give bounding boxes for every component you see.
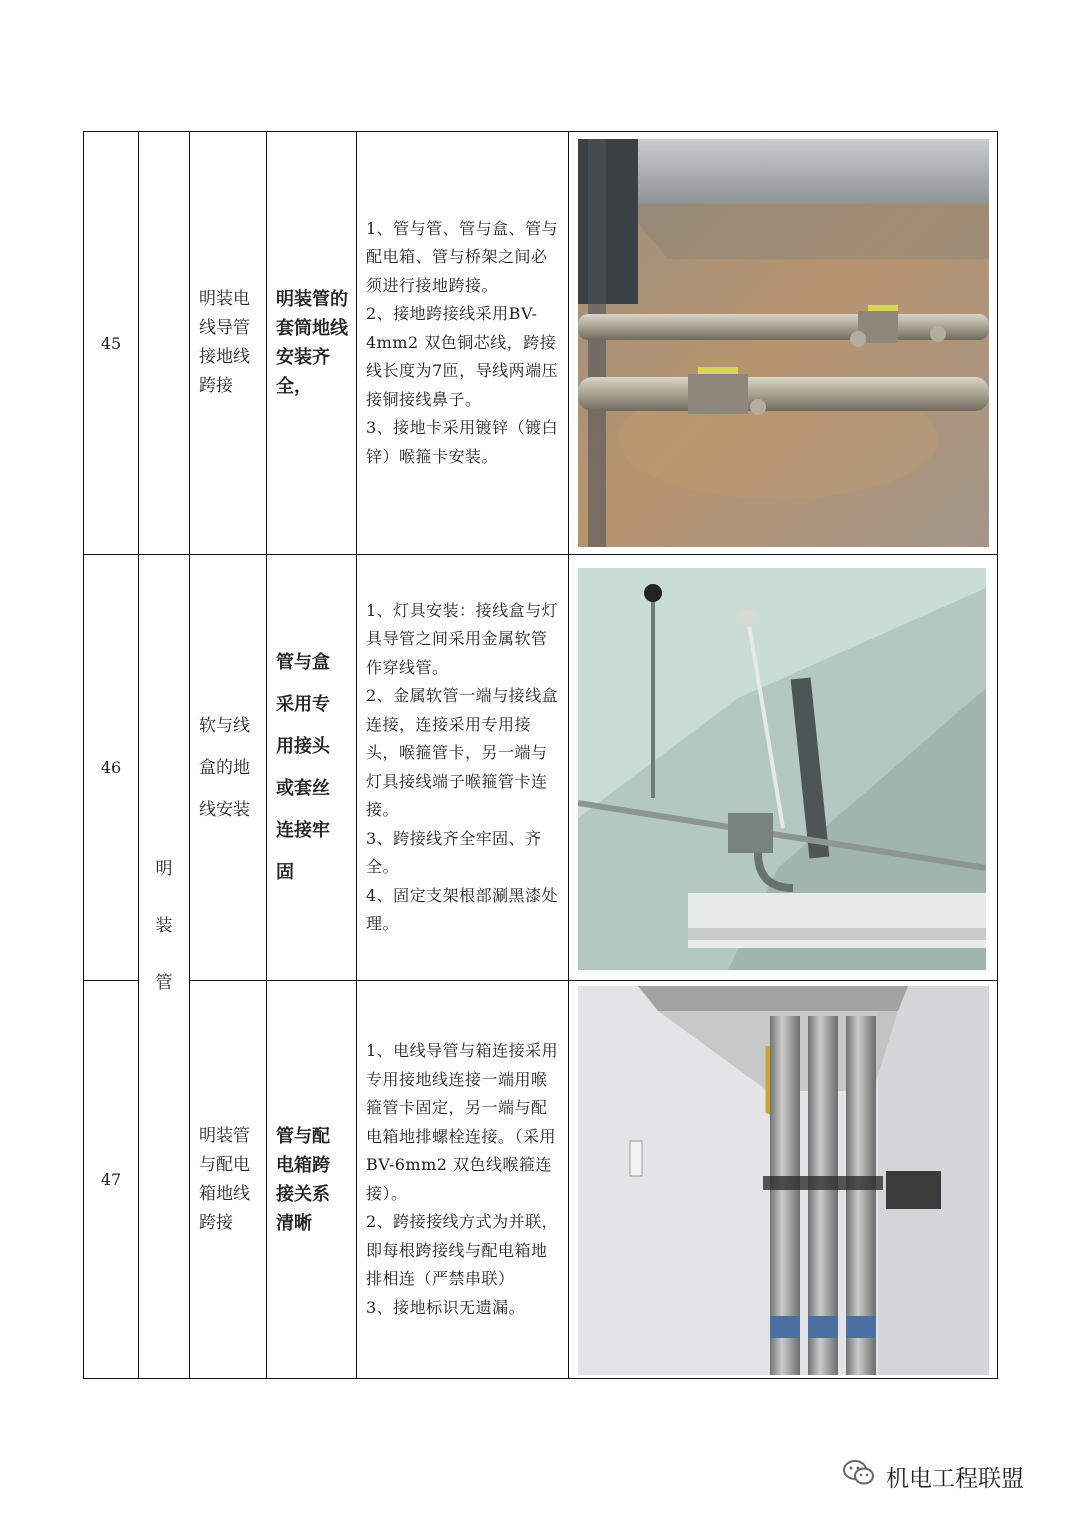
item-subcategory: 明装管与配电箱地线跨接 (199, 1125, 250, 1233)
requirement-item: 1、电线导管与箱连接采用专用接地线连接一端用喉箍管卡固定，另一端与配电箱地排螺栓连接。（采用 BV-6mm2 双色线喉箍连接）。 (366, 1041, 559, 1203)
row-number: 45 (100, 333, 122, 353)
requirement-item: 2、金属软管一端与接线盒连接，连接采用专用接头，喉箍管卡，另一端与灯具接线端子喉箍管卡连接。 (366, 686, 559, 819)
quality-standard: 管与盒采用专用接头或套丝连接牢固 (276, 651, 330, 883)
photo-ceiling-conduit-junction-box-light (578, 568, 986, 970)
quality-standard: 管与配电箱跨接关系清晰 (276, 1125, 330, 1234)
watermark (842, 1458, 1024, 1494)
category-char: 管 (155, 973, 173, 993)
wechat-icon (842, 1458, 876, 1494)
watermark-text: 机电工程联盟 (886, 1465, 1024, 1492)
photo-pipes-with-grounding-clamps (578, 139, 989, 547)
quality-standard: 明装管的套筒地线安装齐全， (276, 289, 348, 397)
category-char: 明 (155, 859, 173, 879)
requirement-item: 4、固定支架根部涮黑漆处理。 (366, 885, 559, 933)
row-number: 47 (100, 1170, 122, 1189)
requirements-text (366, 981, 562, 1378)
requirement-item: 3、接地卡采用镀锌（镀白锌）喉箍卡安装。 (366, 418, 559, 466)
requirement-item: 1、灯具安装：接线盒与灯具导管之间采用金属软管作穿线管。 (366, 600, 559, 677)
requirement-item: 1、管与管、管与盒、管与配电箱、管与桥架之间必须进行接地跨接。 (366, 218, 559, 295)
requirement-item: 3、接地标识无遗漏。 (366, 1297, 526, 1317)
category-char: 装 (155, 916, 173, 936)
item-subcategory: 明装电线导管接地线跨接 (199, 289, 250, 396)
row-number: 46 (100, 758, 122, 777)
requirement-item: 2、跨接接线方式为并联，即每根跨接线与配电箱地排相连（严禁串联） (366, 1212, 559, 1288)
requirement-item: 3、跨接线齐全牢固、齐全。 (366, 828, 542, 876)
requirement-item: 2、接地跨接线采用BV-4mm2 双色铜芯线，跨接线长度为7匝，导线两端压接铜接线鼻子。 (366, 304, 559, 409)
photo-conduits-into-distribution-box (578, 986, 989, 1375)
requirements-text (366, 555, 562, 980)
requirements-text (366, 132, 562, 554)
item-subcategory: 软与线盒的地线安装 (199, 715, 250, 820)
